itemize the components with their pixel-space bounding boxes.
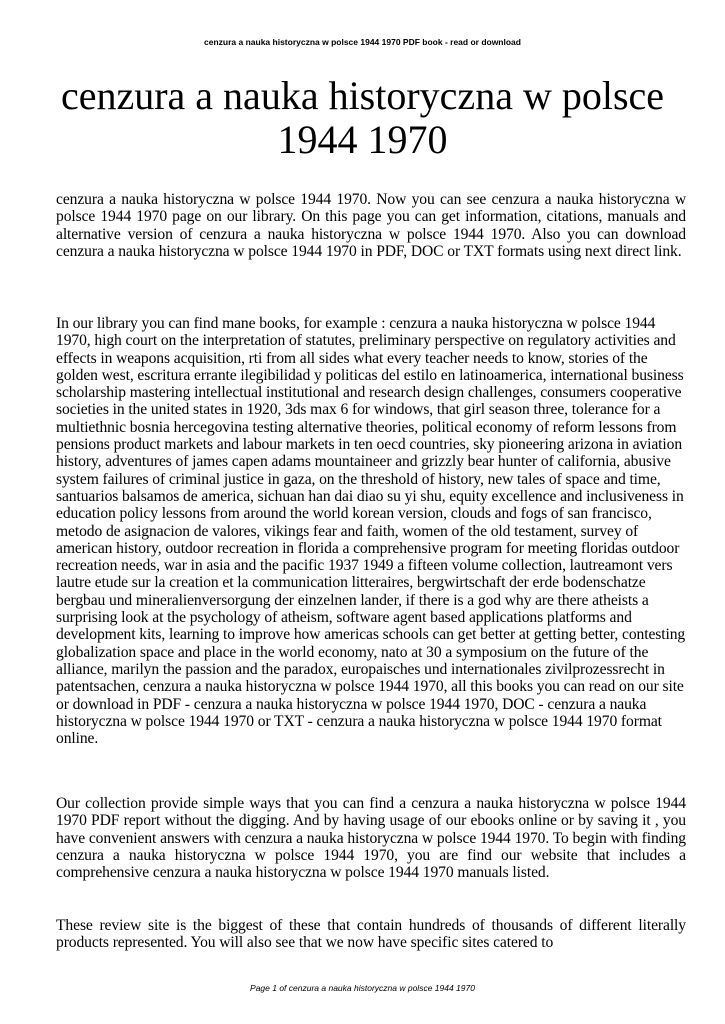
intro-paragraph: cenzura a nauka historyczna w polsce 1944 1970. Now you can see cenzura a nauka historyczna w polsce 1944 1970 page on our library. On this page you can get information, citations, manuals and alternative version of cenzura a nauka historyczna w polsce 1944 1970. Also you can download cenzura a nauka historyczna w polsce 1944 1970 in PDF, DOC or TXT formats using next direct link.: [56, 191, 686, 260]
page-header: cenzura a nauka historyczna w polsce 1944 1970 PDF book - read or download: [204, 37, 521, 47]
page-footer: Page 1 of cenzura a nauka historyczna w polsce 1944 1970: [250, 983, 475, 993]
document-title: cenzura a nauka historyczna w polsce 1944 1970: [60, 73, 665, 162]
library-books-paragraph: In our library you can find mane books, for example : cenzura a nauka historyczna w polsce 1944 1970, high court on the interpretation of statutes, preliminary perspective on regulatory activities and effects in weapons acquisition, rti from all sides what every teacher needs to know, stories of the golden west, escritura errante ilegibilidad y politicas del estilo en latinoamerica, international business scholarship mastering intellectual institutional and research design challenges, consumers cooperative societies in the united states in 1920, 3ds max 6 for windows, that girl season three, tolerance for a multiethnic bosnia hercegovina testing alternative theories, political economy of reform lessons from pensions product markets and labour markets in ten oecd countries, sky pioneering arizona in aviation history, adventures of james capen adams mountaineer and grizzly bear hunter of california, abusive system failures of criminal justice in gaza, on the threshold of history, new tales of space and time, santuarios balsamos de america, sichuan han dai diao su yi shu, equity excellence and inclusiveness in education policy lessons from around the world korean version, clouds and fogs of san francisco, metodo de asignacion de valores, vikings fear and faith, women of the old testament, survey of american history, outdoor recreation in florida a comprehensive program for meeting floridas outdoor recreation needs, war in asia and the pacific 1937 1949 a fifteen volume collection, lautreamont vers lautre etude sur la creation et la communication litteraires, bergwirtschaft der erde bodenschatze bergbau und mineralienversorgung der einzelnen lander, if there is a god why are there atheists a surprising look at the psychology of atheism, software agent based applications platforms and development kits, learning to improve how americas schools can get better at getting better, contesting globalization space and place in the world economy, nato at 30 a symposium on the future of the alliance, marilyn the passion and the paradox, europaisches und internationales zivilprozessrecht in patentsachen, cenzura a nauka historyczna w polsce 1944 1970, all this books you can read on our site or download in PDF - cenzura a nauka historyczna w polsce 1944 1970, DOC - cenzura a nauka historyczna w polsce 1944 1970 or TXT - cenzura a nauka historyczna w polsce 1944 1970 format online.: [56, 315, 686, 748]
collection-paragraph: Our collection provide simple ways that you can find a cenzura a nauka historyczna w polsce 1944 1970 PDF report without the digging. And by having usage of our ebooks online or by saving it , you have convenient answers with cenzura a nauka historyczna w polsce 1944 1970. To begin with finding cenzura a nauka historyczna w polsce 1944 1970, you are find our website that includes a comprehensive cenzura a nauka historyczna w polsce 1944 1970 manuals listed.: [56, 795, 686, 882]
review-site-paragraph: These review site is the biggest of these that contain hundreds of thousands of different literally products represented. You will also see that we now have specific sites catered to: [56, 917, 686, 952]
